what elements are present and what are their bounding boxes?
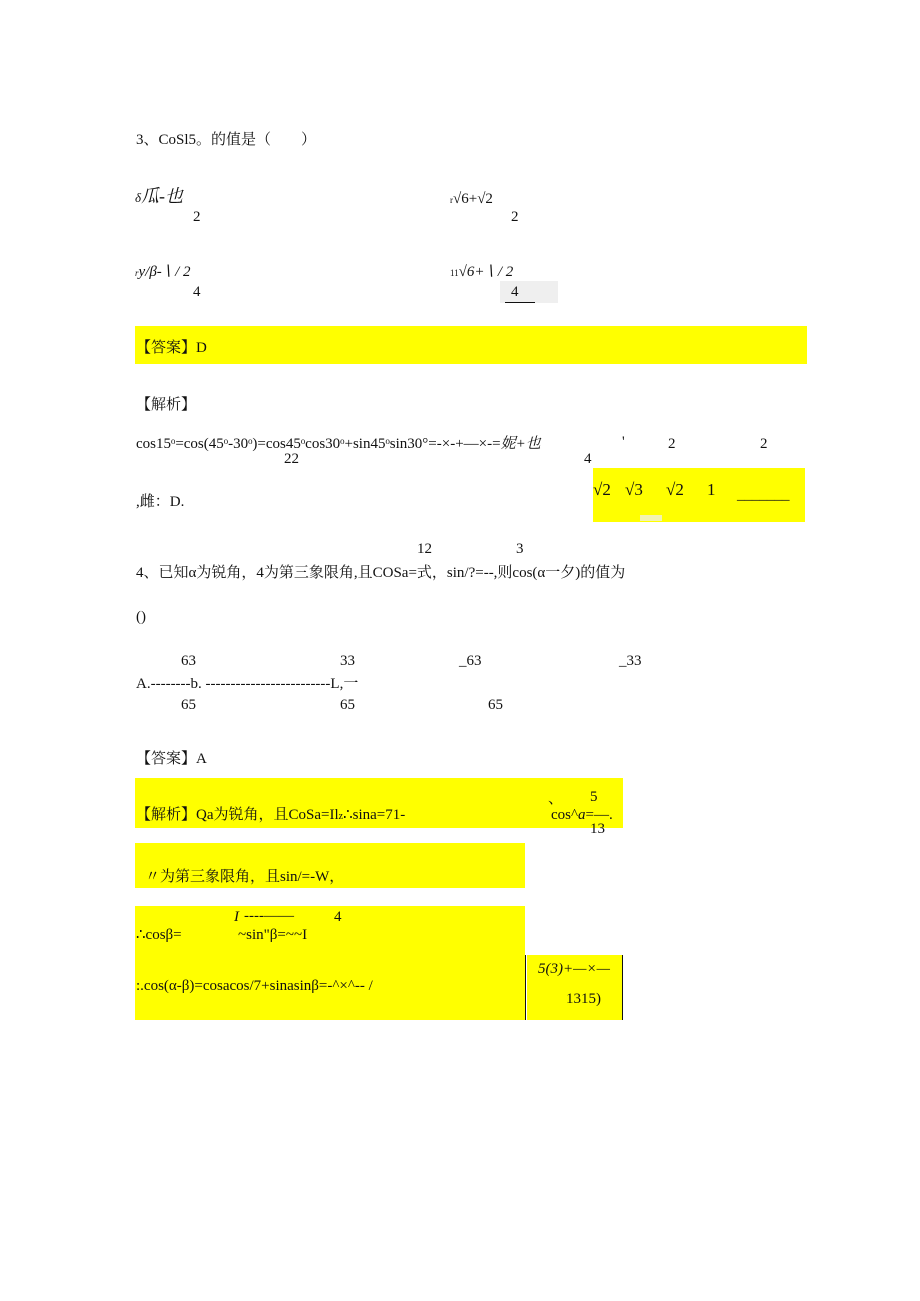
q4-option-a-denominator: 65 — [181, 697, 196, 713]
q4-analysis-highlight-3 — [135, 906, 525, 1020]
q4-superscript-3: 3 — [516, 541, 524, 557]
q4-analysis-line-1-right-a: a — [578, 807, 586, 823]
q4-superscript-12: 12 — [417, 541, 432, 557]
q3-formula-tail: 妮+也 — [500, 436, 541, 452]
q4-analysis-box-right-edge — [622, 955, 623, 1020]
q4-option-c-numerator: _63 — [459, 653, 482, 669]
q4-analysis-line-3-top-dash: ----—— — [244, 908, 294, 924]
q4-option-b-denominator: 65 — [340, 697, 355, 713]
q4-analysis-line-1-right-denominator-clip — [590, 821, 605, 837]
q4-analysis-line-1-right-cos: cos^ — [551, 807, 579, 823]
q4-analysis-line-3-top-i: I — [234, 909, 239, 925]
q3-answer-label: 【答案】 — [136, 340, 197, 356]
q3-formula — [136, 437, 541, 452]
q3-option-a-denominator: 2 — [193, 209, 201, 225]
q4-analysis-line-1-right-tail: =—. — [585, 807, 613, 823]
q3-answer-value: D — [196, 340, 207, 356]
q3-fraction-blank: _______ — [737, 487, 790, 503]
q4-analysis-line-3-left: ∴cosβ= — [136, 927, 182, 943]
q3-formula-denominator-22: 22 — [284, 451, 299, 467]
q3-option-d — [450, 265, 513, 280]
q3-fraction-root-3: √3 — [625, 480, 643, 499]
q4-analysis-line-1-sub: z — [338, 811, 344, 822]
q3-answer — [136, 341, 207, 356]
q4-analysis-line-3-mid: ~sin"β=~~I — [238, 927, 308, 943]
scan-smudge — [500, 281, 558, 303]
q4-paren: () — [136, 609, 146, 625]
q4-analysis-line-4-right-bottom: 1315) — [566, 991, 601, 1007]
q4-answer-value: A — [196, 751, 207, 767]
q4-answer-label: 【答案】 — [136, 751, 197, 767]
q3-fraction-one: 1 — [707, 480, 716, 499]
q3-option-c-denominator: 4 — [193, 284, 201, 300]
q3-formula-right-2b: 2 — [760, 436, 768, 452]
q3-formula-denominator-4: 4 — [584, 451, 592, 467]
q4-analysis-line-1-comma: 、 — [548, 791, 564, 807]
q3-analysis-label: 【解析】 — [136, 397, 197, 413]
q3-option-c-main: y/β-∖ / 2 — [138, 264, 191, 280]
q4-answer — [136, 752, 207, 767]
q4-analysis-line-2: 〃为第三象限角，且sin/=-W， — [145, 869, 345, 885]
q3-fraction-root-2b: √2 — [666, 480, 684, 499]
scan-smudge — [640, 515, 662, 521]
q3-option-b — [450, 192, 493, 207]
q4-options-line: A.--------b. -------------------------L,一 — [136, 676, 359, 692]
q3-formula-tick: ' — [622, 434, 625, 450]
q4-analysis-line-4-right-top: 5(3)+—×— — [538, 961, 610, 977]
q4-analysis-label: 【解析】 — [136, 807, 197, 823]
q4-stem: 4、已知α为锐角，4为第三象限角,且COSa=式，sin/?=--,则cos(α一夕)的值为 — [136, 565, 626, 581]
q4-option-b-numerator: 33 — [340, 653, 355, 669]
q3-formula-main: cos15ᵒ=cos(45ᵒ-30ᵒ)=cos45ᵒcos30ᵒ+sin45ᵒsin30°=-×-+—×-= — [136, 436, 501, 452]
q3-option-c — [135, 265, 191, 280]
q4-analysis-box-left-edge — [525, 955, 526, 1020]
q3-answer-highlight — [135, 326, 807, 364]
q3-option-d-main: √6+∖ / 2 — [458, 264, 514, 280]
q4-analysis-line-1-right-denominator: 13 — [590, 821, 605, 837]
q3-select-line: ,雌：D. — [136, 494, 185, 510]
q3-option-c-prefix: r — [135, 268, 139, 278]
q4-analysis-line-1-right-numerator: 5 — [590, 789, 598, 805]
q3-option-b-main: √6+√2 — [453, 191, 493, 207]
q3-option-d-prefix: 11 — [450, 268, 459, 278]
q3-option-b-denominator: 2 — [511, 209, 519, 225]
q3-option-d-underline — [505, 302, 535, 303]
q4-analysis-line-1 — [136, 808, 405, 823]
q4-option-a-numerator: 63 — [181, 653, 196, 669]
q3-option-d-denominator: 4 — [511, 284, 519, 300]
q4-analysis-line-4: :.cos(α-β)=cosacos/7+sinasinβ=-^×^-- / — [136, 978, 373, 994]
q3-stem: 3、CoSl5。的值是（ ） — [136, 132, 317, 148]
q4-analysis-line-1-tail: ∴sina=71- — [343, 807, 406, 823]
q4-analysis-line-3-top-4: 4 — [334, 909, 342, 925]
q3-option-a-main: 瓜-也 — [141, 186, 184, 206]
q3-option-b-prefix: r — [450, 195, 453, 205]
q3-option-a-prefix: δ — [135, 190, 142, 205]
q4-option-c-denominator: 65 — [488, 697, 503, 713]
q3-option-a — [135, 187, 183, 205]
q4-analysis-line-1-text: Qa为锐角，且CoSa=Il — [196, 807, 339, 823]
q3-fraction-root-2a: √2 — [593, 480, 611, 499]
q3-formula-right-2a: 2 — [668, 436, 676, 452]
q4-option-d-numerator: _33 — [619, 653, 642, 669]
